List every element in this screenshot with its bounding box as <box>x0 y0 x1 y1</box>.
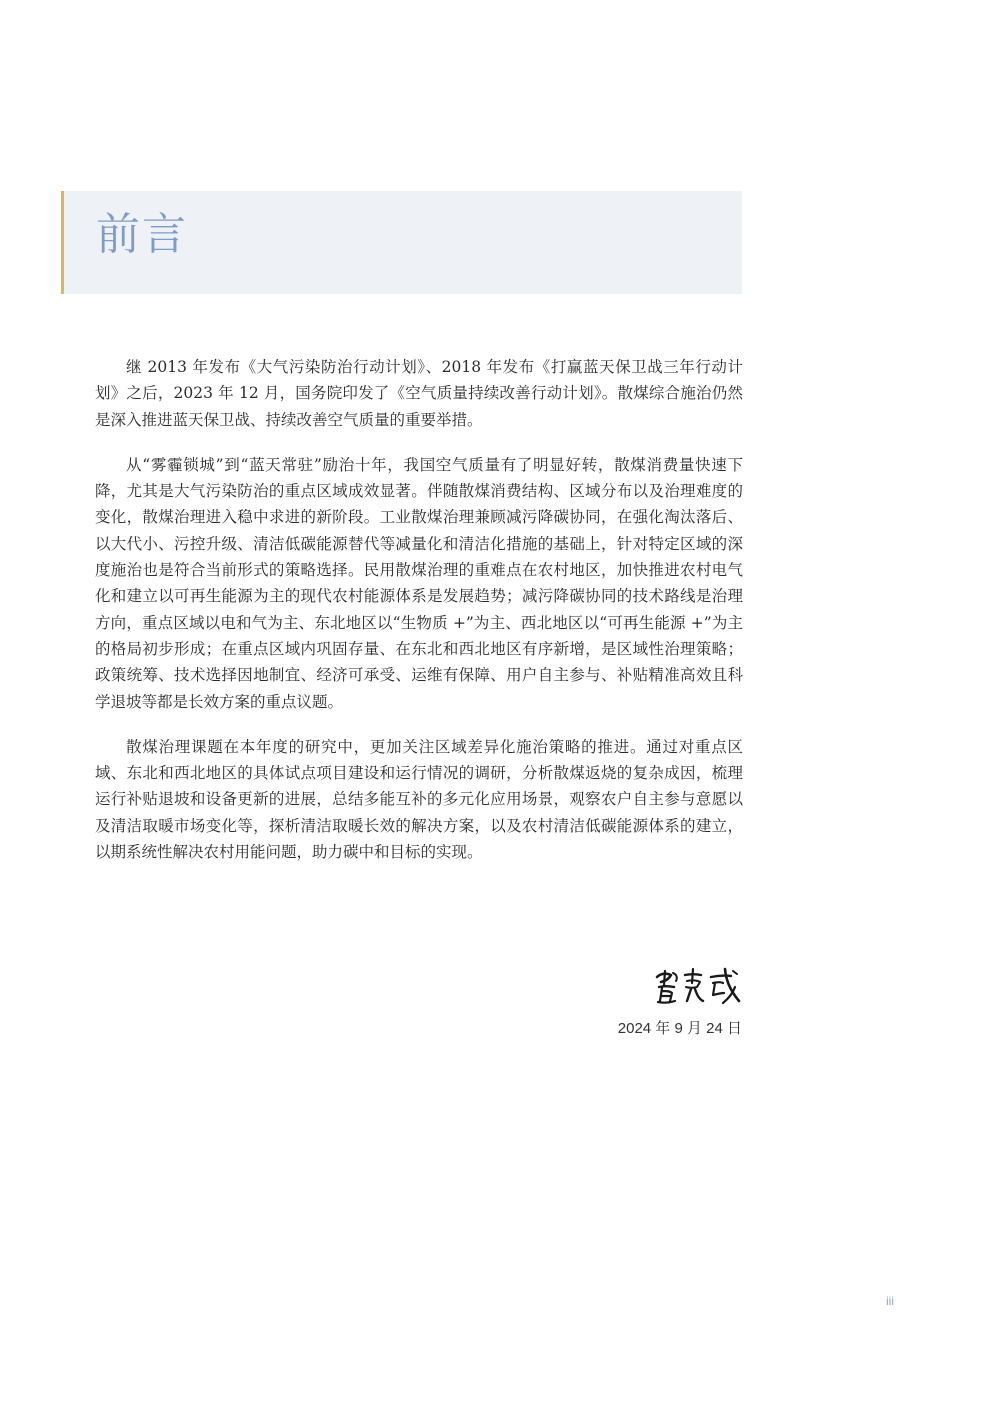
paragraph-1: 继 2013 年发布《大气污染防治行动计划》、2018 年发布《打赢蓝天保卫战三年行动计划》之后，2023 年 12 月，国务院印发了《空气质量持续改善行动计划》。散煤综合施治仍然是深入推进蓝天保卫战、持续改善空气质量的重要举措。 <box>95 358 743 429</box>
body-text <box>95 354 743 884</box>
title-accent-bar <box>61 191 64 294</box>
page-title: 前言 <box>96 209 188 260</box>
paragraph-3: 散煤治理课题在本年度的研究中，更加关注区域差异化施治策略的推进。通过对重点区域、东北和西北地区的具体试点项目建设和运行情况的调研，分析散煤返烧的复杂成因，梳理运行补贴退坡和设备更新的进展，总结多能互补的多元化应用场景，观察农户自主参与意愿以及清洁取暖市场变化等，探析清洁取暖长效的解决方案，以及农村清洁低碳能源体系的建立，以期系统性解决农村用能问题，助力碳中和目标的实现。 <box>95 737 743 862</box>
handwritten-signature <box>653 965 743 1007</box>
paragraph-2: 从“雾霾锁城”到“蓝天常驻”励治十年，我国空气质量有了明显好转，散煤消费量快速下降，尤其是大气污染防治的重点区域成效显著。伴随散煤消费结构、区域分布以及治理难度的变化，散煤治理进入稳中求进的新阶段。工业散煤治理兼顾减污降碳协同，在强化淘汰落后、以大代小、污控升级、清洁低碳能源替代等减量化和清洁化措施的基础上，针对特定区域的深度施治也是符合当前形式的策略选择。民用散煤治理的重难点在农村地区，加快推进农村电气化和建立以可再生能源为主的现代农村能源体系是发展趋势；减污降碳协同的技术路线是治理方向，重点区域以电和气为主、东北地区以“生物质 +”为主、西北地区以“可再生能源 +”为主的格局初步形成；在重点区域内巩固存量、在东北和西北地区有序新增，是区域性治理策略；政策统筹、技术选择因地制宜、经济可承受、运维有保障、用户自主参与、补贴精准高效且科学退坡等都是长效方案的重点议题。 <box>95 455 743 711</box>
page-number: iii <box>886 1294 894 1308</box>
signature-date: 2024 年 9 月 24 日 <box>617 1020 742 1037</box>
